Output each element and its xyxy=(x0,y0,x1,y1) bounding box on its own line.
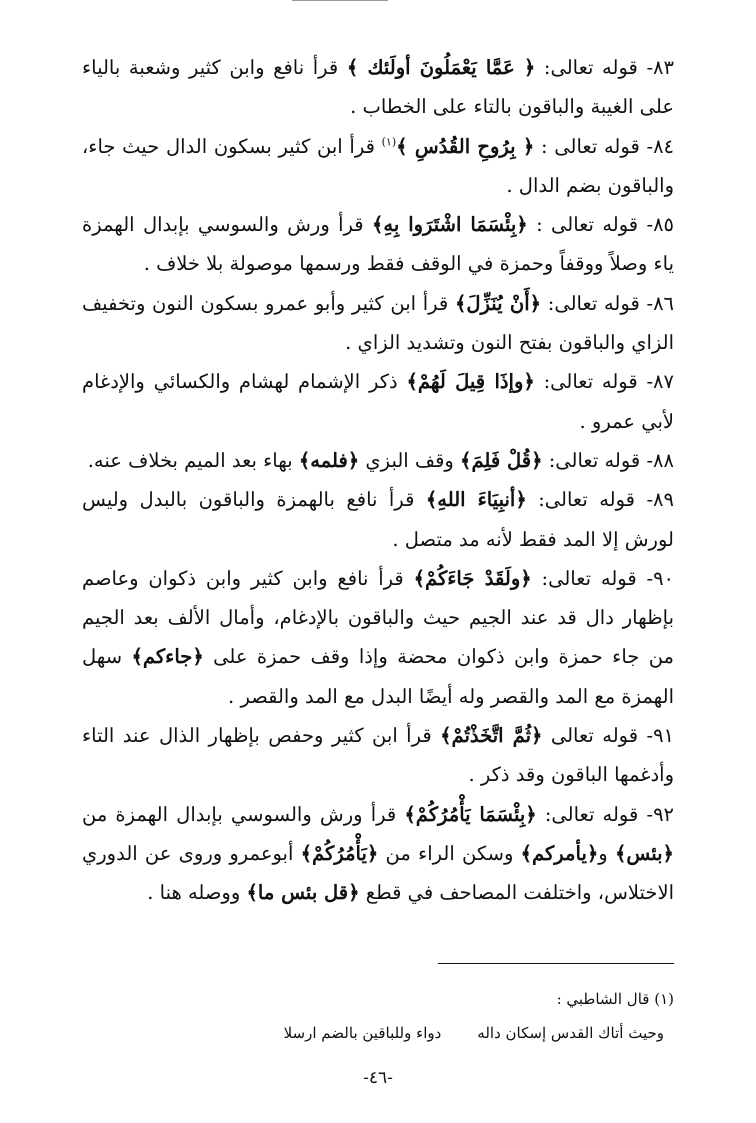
entry-number: ٨٤- xyxy=(646,134,675,158)
entry-number: ٩٢- xyxy=(646,802,675,826)
entry-text: قرأ ابن كثير وأبو عمرو بسكون النون وتخفيف الزاي والباقون بفتح النون وتشديد الزاي . xyxy=(82,291,674,355)
body-text xyxy=(82,48,674,913)
quran-quote: ﴿وإذَا قِيلَ لَهُمْ﴾ xyxy=(406,370,535,394)
footnote-verse xyxy=(82,1016,674,1050)
quran-quote: ﴿جاءكم﴾ xyxy=(131,645,204,669)
quran-quote: ﴿ولَقَدْ جَاءَكُمْ﴾ xyxy=(413,566,532,590)
entry-number: ٨٧- xyxy=(646,370,674,394)
entry-92 xyxy=(82,795,674,913)
entry-lead: قوله تعالى: xyxy=(544,802,639,826)
entry-number: ٩١- xyxy=(646,724,675,748)
entry-lead: قوله تعالى xyxy=(550,724,639,748)
quran-quote: ﴿قل بئس ما﴾ xyxy=(246,881,360,905)
entry-number: ٨٨- xyxy=(646,448,674,472)
top-rule xyxy=(292,0,388,1)
quran-quote: ﴿أنبِيَاءَ اللهِ﴾ xyxy=(425,488,527,512)
entry-number: ٨٣- xyxy=(646,56,674,79)
entry-lead: قوله تعالى: xyxy=(543,370,638,394)
entry-text: قرأ ابن كثير وحفص بإظهار الذال عند التاء وأدغمها الباقون وقد ذكر . xyxy=(82,724,674,787)
quran-quote: ﴿يَأْمُرُكُمْ﴾ xyxy=(300,841,379,865)
quran-quote: ﴿بِئْسَمَا اشْتَرَوا بِهِ﴾ xyxy=(371,213,528,237)
entry-lead: قوله تعالى: xyxy=(543,56,638,79)
entry-text: بهاء بعد الميم بخلاف عنه. xyxy=(87,448,293,472)
entry-87 xyxy=(82,362,674,441)
quran-quote: ﴿ثُمَّ اتَّخَذْتُمْ﴾ xyxy=(440,724,543,748)
entry-text: و xyxy=(598,841,608,865)
entry-text: قرأ نافع بالهمزة والباقون بالبدل وليس لورش إلا المد فقط لأنه مد متصل . xyxy=(82,488,674,551)
entry-text: أبوعمرو وروى عن الدوري الاختلاس، واختلفت المصاحف في قطع xyxy=(82,841,674,905)
footnote-label: (١) قال الشاطبي : xyxy=(556,990,674,1008)
verse-second-hemistich: دواء وللباقين بالضم ارسلا xyxy=(283,1024,442,1042)
entry-lead: قوله تعالى : xyxy=(536,213,639,237)
entry-number: ٨٦- xyxy=(646,291,675,315)
entry-number: ٩٠- xyxy=(646,566,675,590)
entry-lead: قوله تعالى: xyxy=(547,291,640,315)
quran-quote: ﴿يأمركم﴾ xyxy=(520,841,599,865)
entry-86 xyxy=(82,284,674,363)
quran-quote: ﴿ بِرُوحِ القُدُسِ ﴾ xyxy=(396,134,535,158)
footnote-separator xyxy=(438,963,674,964)
quran-quote: ﴿أَنْ يُنَزِّلَ﴾ xyxy=(454,291,542,315)
entry-text: قرأ ورش والسوسي بإبدال الهمزة من xyxy=(82,802,397,826)
entry-text: وقف البزي xyxy=(365,448,454,472)
entry-lead: قوله تعالى: xyxy=(548,448,641,472)
entry-text: وسكن الراء من xyxy=(385,841,514,865)
entry-88 xyxy=(82,441,674,480)
footnotes xyxy=(82,982,674,1050)
entry-83 xyxy=(82,48,674,127)
entry-text: قرأ نافع وابن كثير وابن ذكوان وعاصم بإظهار دال قد عند الجيم حيث والباقون بالإدغام، وأمال الألف بعد الجيم من جاء حمزة وابن ذكوان محضة وإذا وقف حمزة على xyxy=(82,566,674,669)
entry-text: قرأ ابن كثير بسكون الدال حيث جاء، والباقون بضم الدال . xyxy=(82,134,674,197)
entry-text: سهل الهمزة مع المد والقصر وله أيضًا البدل مع المد والقصر . xyxy=(82,645,674,708)
verse-first-hemistich: وحيث أتاك القدس إسكان داله xyxy=(477,1024,664,1042)
entry-text: قرأ نافع وابن كثير وشعبة بالياء على الغيبة والباقون بالتاء على الخطاب . xyxy=(82,56,674,119)
entry-89 xyxy=(82,480,674,559)
entry-91 xyxy=(82,716,674,795)
entry-lead: قوله تعالى : xyxy=(541,134,640,158)
entry-text: ووصله هنا . xyxy=(147,881,241,905)
entry-text: قرأ ورش والسوسي بإبدال الهمزة ياء وصلاً ووقفاً وحمزة في الوقف فقط ورسمها موصولة بلا خلاف . xyxy=(82,213,674,276)
entry-number: ٨٥- xyxy=(646,213,675,237)
quran-quote: ﴿فلمه﴾ xyxy=(298,448,360,472)
entry-text: ذكر الإشمام لهشام والكسائي والإدغام لأبي عمرو . xyxy=(82,370,674,433)
footnote-ref: (١) xyxy=(381,135,397,149)
entry-90 xyxy=(82,559,674,716)
quran-quote: ﴿بِئْسَمَا يَأْمُرُكُمْ﴾ xyxy=(404,802,537,826)
entry-84 xyxy=(82,127,674,206)
quran-quote: ﴿ عَمَّا يَعْمَلُونَ أولَئك ﴾ xyxy=(346,56,536,79)
entry-lead: قوله تعالى: xyxy=(541,566,637,590)
entry-number: ٨٩- xyxy=(646,488,674,512)
entry-85 xyxy=(82,205,674,284)
quran-quote: ﴿قُلْ فَلِمَ﴾ xyxy=(460,448,543,472)
page-number: -٤٦- xyxy=(363,1068,393,1088)
quran-quote: ﴿بئس﴾ xyxy=(614,841,674,865)
entry-lead: قوله تعالى: xyxy=(538,488,635,512)
